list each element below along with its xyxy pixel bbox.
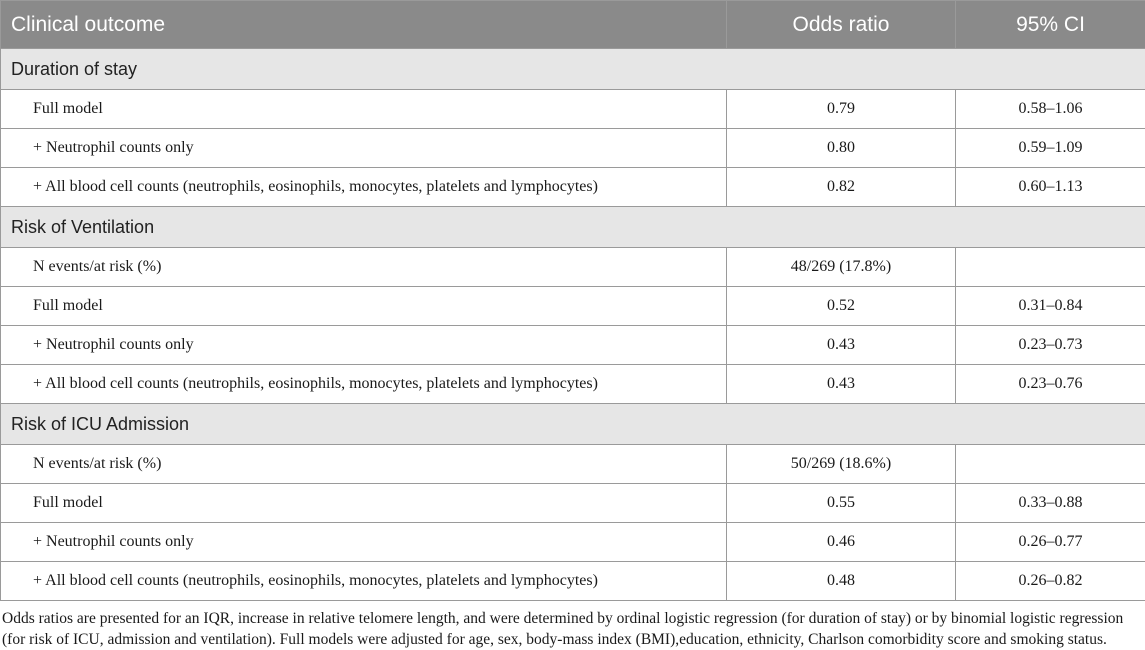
row-ci: 0.26–0.77 [956, 523, 1145, 562]
row-odds-ratio: 0.82 [727, 168, 956, 207]
table-row [1, 248, 1145, 287]
row-ci: 0.33–0.88 [956, 484, 1145, 523]
row-ci [956, 445, 1145, 484]
section-title: Risk of Ventilation [1, 207, 1145, 248]
table-row [1, 445, 1145, 484]
row-odds-ratio: 0.79 [727, 90, 956, 129]
table-row [1, 523, 1145, 562]
section-row-risk-of-ventilation [1, 207, 1145, 248]
table-row [1, 326, 1145, 365]
row-odds-ratio: 0.52 [727, 287, 956, 326]
row-label: + Neutrophil counts only [1, 523, 727, 562]
table-row [1, 562, 1145, 601]
row-label: Full model [1, 287, 727, 326]
row-label: + Neutrophil counts only [1, 129, 727, 168]
section-title: Risk of ICU Admission [1, 404, 1145, 445]
header-odds-ratio: Odds ratio [727, 1, 956, 49]
row-label: Full model [1, 90, 727, 129]
row-odds-ratio: 50/269 (18.6%) [727, 445, 956, 484]
section-row-duration-of-stay [1, 49, 1145, 90]
table-row [1, 90, 1145, 129]
row-odds-ratio: 0.80 [727, 129, 956, 168]
row-odds-ratio: 48/269 (17.8%) [727, 248, 956, 287]
row-label: + All blood cell counts (neutrophils, eosinophils, monocytes, platelets and lymphocytes) [1, 365, 727, 404]
row-ci: 0.26–0.82 [956, 562, 1145, 601]
row-ci: 0.59–1.09 [956, 129, 1145, 168]
section-title: Duration of stay [1, 49, 1145, 90]
table-row [1, 484, 1145, 523]
row-odds-ratio: 0.55 [727, 484, 956, 523]
header-clinical-outcome: Clinical outcome [1, 1, 727, 49]
row-ci: 0.31–0.84 [956, 287, 1145, 326]
row-label: + All blood cell counts (neutrophils, eosinophils, monocytes, platelets and lymphocytes) [1, 562, 727, 601]
table-row [1, 287, 1145, 326]
row-ci: 0.60–1.13 [956, 168, 1145, 207]
table-row [1, 129, 1145, 168]
row-ci [956, 248, 1145, 287]
section-row-risk-of-icu-admission [1, 404, 1145, 445]
row-label: Full model [1, 484, 727, 523]
row-odds-ratio: 0.46 [727, 523, 956, 562]
row-label: + Neutrophil counts only [1, 326, 727, 365]
table-row [1, 168, 1145, 207]
table-row [1, 365, 1145, 404]
row-label: + All blood cell counts (neutrophils, eosinophils, monocytes, platelets and lymphocytes) [1, 168, 727, 207]
row-odds-ratio: 0.43 [727, 365, 956, 404]
row-ci: 0.58–1.06 [956, 90, 1145, 129]
row-ci: 0.23–0.73 [956, 326, 1145, 365]
table-header-row [1, 1, 1145, 49]
row-odds-ratio: 0.48 [727, 562, 956, 601]
header-95-ci: 95% CI [956, 1, 1145, 49]
row-ci: 0.23–0.76 [956, 365, 1145, 404]
row-odds-ratio: 0.43 [727, 326, 956, 365]
row-label: N events/at risk (%) [1, 248, 727, 287]
row-label: N events/at risk (%) [1, 445, 727, 484]
table-footnote: Odds ratios are presented for an IQR, increase in relative telomere length, and were determined by ordinal logistic regression (for duration of stay) or by binomial logistic regression (for risk of ICU, admission and ventilation). Full models were adjusted for age, sex, body-mass index (BMI),education, ethnicity, Charlson comorbidity score and smoking status. [0, 601, 1145, 650]
